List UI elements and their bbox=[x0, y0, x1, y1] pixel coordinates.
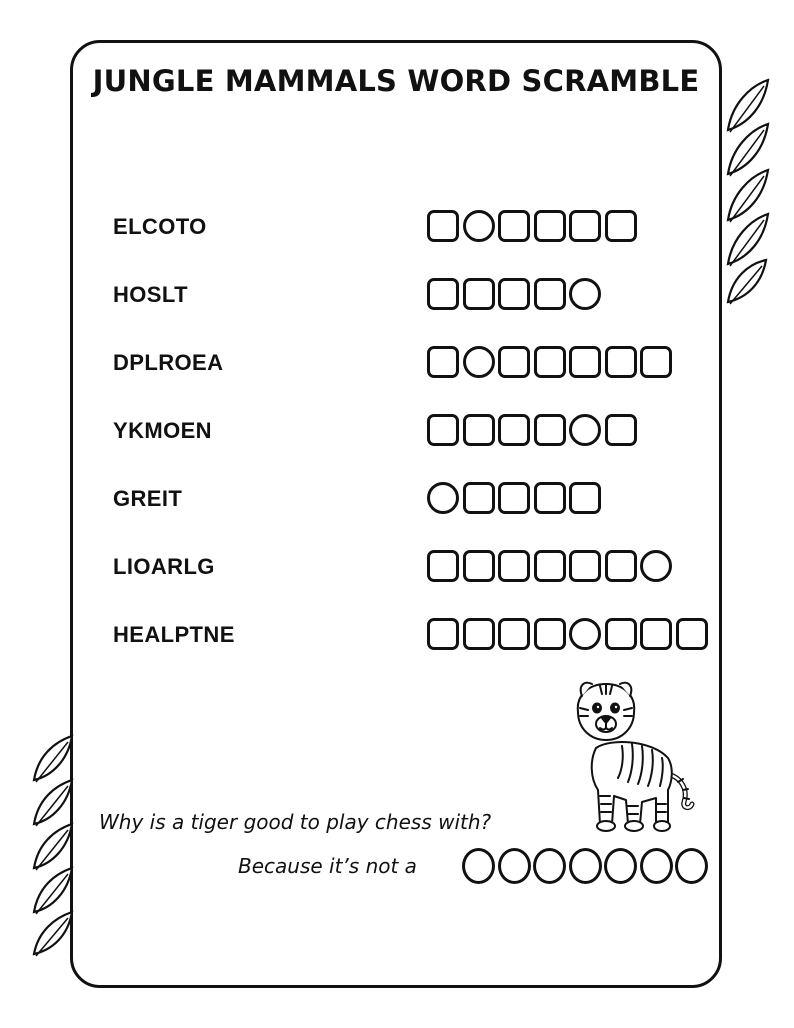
letter-circle[interactable] bbox=[463, 346, 495, 378]
answer-boxes bbox=[427, 210, 640, 242]
letter-box[interactable] bbox=[534, 550, 566, 582]
letter-box[interactable] bbox=[605, 210, 637, 242]
scrambled-word: ELCOTO bbox=[113, 214, 207, 239]
letter-box[interactable] bbox=[534, 278, 566, 310]
riddle-letter-circle[interactable] bbox=[462, 848, 495, 884]
riddle-letter-circle[interactable] bbox=[533, 848, 566, 884]
letter-box[interactable] bbox=[427, 346, 459, 378]
letter-box[interactable] bbox=[605, 618, 637, 650]
letter-box[interactable] bbox=[498, 482, 530, 514]
letter-box[interactable] bbox=[534, 482, 566, 514]
answer-boxes bbox=[427, 414, 640, 446]
letter-circle[interactable] bbox=[463, 210, 495, 242]
scrambled-word: GREIT bbox=[113, 486, 183, 511]
letter-box[interactable] bbox=[498, 618, 530, 650]
letter-circle[interactable] bbox=[640, 550, 672, 582]
letter-box[interactable] bbox=[498, 346, 530, 378]
scrambled-word: HEALPTNE bbox=[113, 622, 235, 647]
riddle-letter-circle[interactable] bbox=[640, 848, 673, 884]
letter-circle[interactable] bbox=[427, 482, 459, 514]
riddle-letter-circle[interactable] bbox=[604, 848, 637, 884]
riddle-letter-circle[interactable] bbox=[569, 848, 602, 884]
worksheet-frame bbox=[70, 40, 722, 988]
letter-box[interactable] bbox=[498, 550, 530, 582]
tiger-cub-icon bbox=[570, 678, 700, 834]
letter-box[interactable] bbox=[463, 414, 495, 446]
riddle-question: Why is a tiger good to play chess with? bbox=[99, 810, 492, 834]
letter-box[interactable] bbox=[534, 414, 566, 446]
leaf-vine-left-icon bbox=[24, 732, 80, 962]
leaf-vine-right-icon bbox=[718, 70, 778, 310]
letter-box[interactable] bbox=[605, 550, 637, 582]
letter-box[interactable] bbox=[463, 278, 495, 310]
riddle-letter-circle[interactable] bbox=[675, 848, 708, 884]
letter-circle[interactable] bbox=[569, 278, 601, 310]
answer-boxes bbox=[427, 278, 605, 310]
letter-circle[interactable] bbox=[569, 414, 601, 446]
letter-box[interactable] bbox=[605, 346, 637, 378]
answer-boxes bbox=[427, 550, 676, 582]
letter-box[interactable] bbox=[569, 210, 601, 242]
riddle-answer-prefix: Because it’s not a bbox=[238, 854, 417, 878]
letter-box[interactable] bbox=[640, 346, 672, 378]
riddle-answer-boxes bbox=[462, 848, 711, 884]
letter-box[interactable] bbox=[427, 618, 459, 650]
letter-box[interactable] bbox=[498, 414, 530, 446]
letter-box[interactable] bbox=[569, 550, 601, 582]
scrambled-word: LIOARLG bbox=[113, 554, 215, 579]
riddle-letter-circle[interactable] bbox=[498, 848, 531, 884]
scrambled-word: YKMOEN bbox=[113, 418, 212, 443]
letter-box[interactable] bbox=[534, 210, 566, 242]
letter-circle[interactable] bbox=[569, 618, 601, 650]
letter-box[interactable] bbox=[498, 210, 530, 242]
answer-boxes bbox=[427, 482, 605, 514]
letter-box[interactable] bbox=[605, 414, 637, 446]
letter-box[interactable] bbox=[463, 482, 495, 514]
letter-box[interactable] bbox=[640, 618, 672, 650]
scrambled-word: HOSLT bbox=[113, 282, 188, 307]
letter-box[interactable] bbox=[569, 482, 601, 514]
letter-box[interactable] bbox=[427, 210, 459, 242]
letter-box[interactable] bbox=[427, 414, 459, 446]
letter-box[interactable] bbox=[463, 550, 495, 582]
letter-box[interactable] bbox=[427, 550, 459, 582]
letter-box[interactable] bbox=[534, 346, 566, 378]
page-title: JUNGLE MAMMALS WORD SCRAMBLE bbox=[92, 64, 700, 98]
answer-boxes bbox=[427, 346, 676, 378]
letter-box[interactable] bbox=[463, 618, 495, 650]
scrambled-word: DPLROEA bbox=[113, 350, 224, 375]
letter-box[interactable] bbox=[676, 618, 708, 650]
letter-box[interactable] bbox=[569, 346, 601, 378]
letter-box[interactable] bbox=[534, 618, 566, 650]
answer-boxes bbox=[427, 618, 711, 650]
letter-box[interactable] bbox=[427, 278, 459, 310]
letter-box[interactable] bbox=[498, 278, 530, 310]
